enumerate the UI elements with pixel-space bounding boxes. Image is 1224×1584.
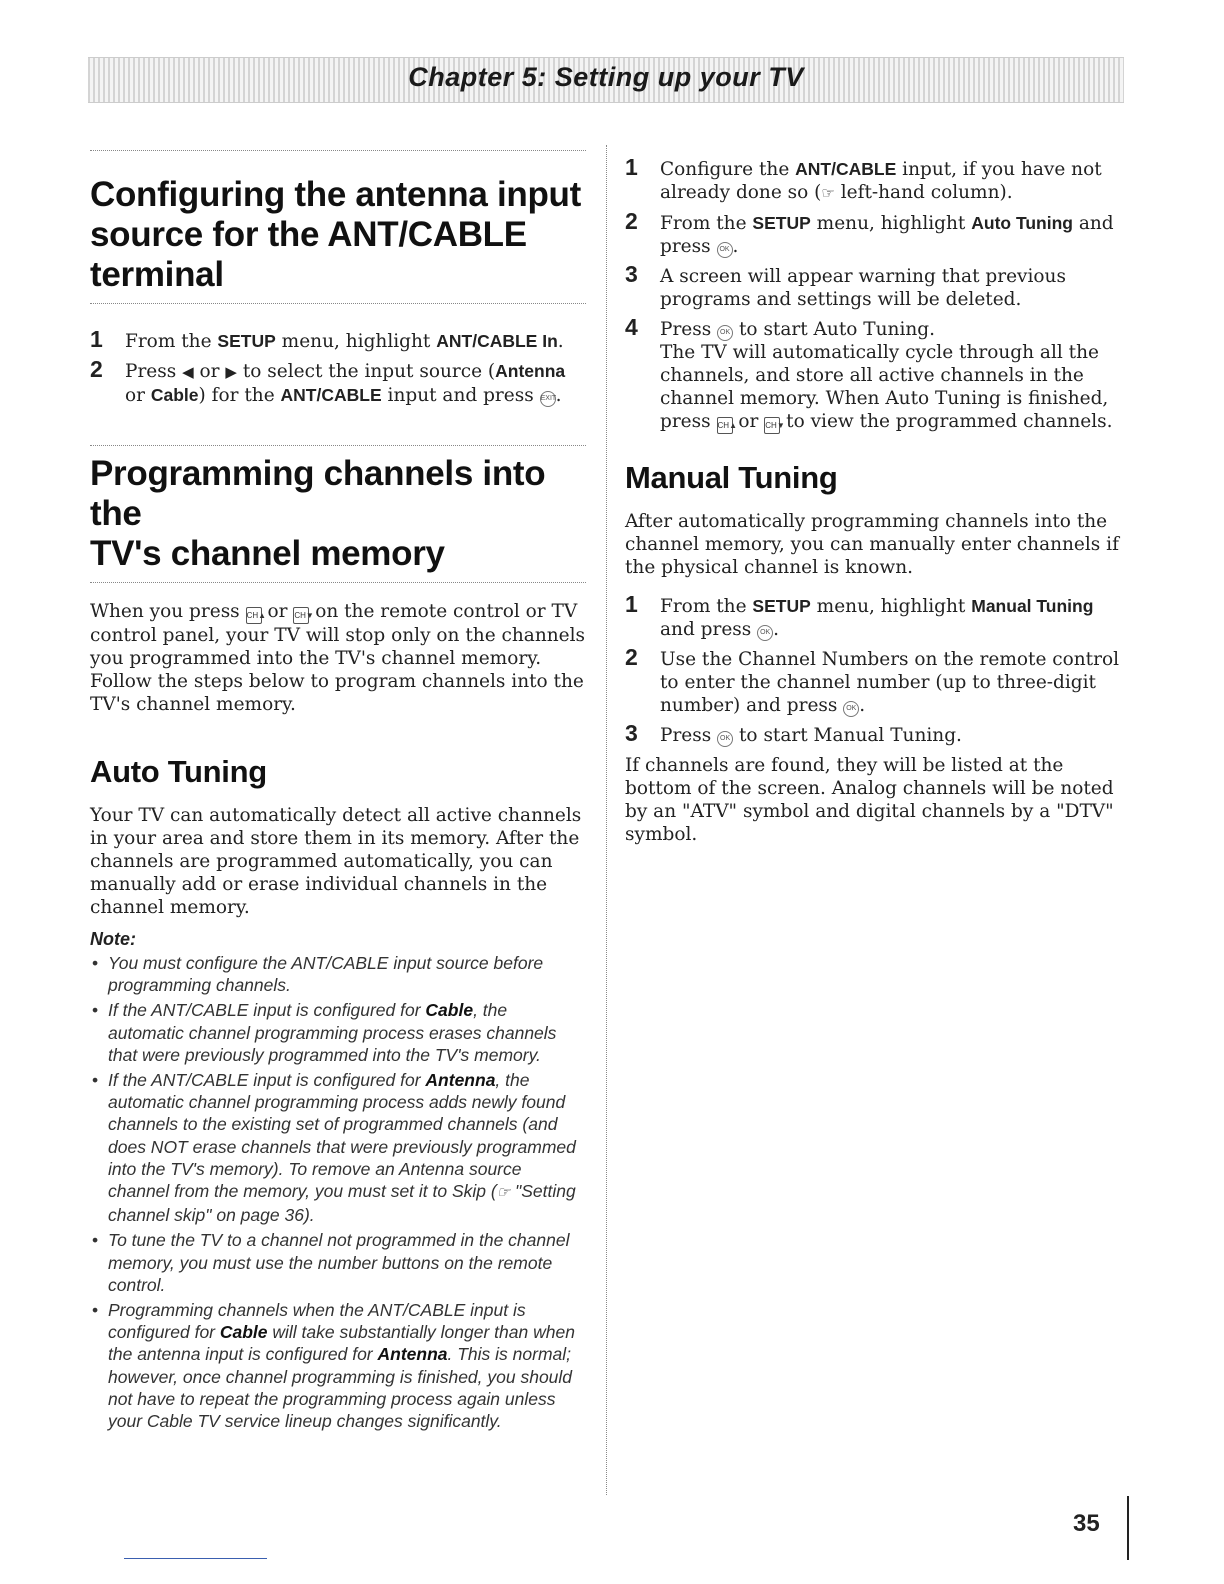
right-arrow-icon: ▶	[225, 363, 237, 381]
step-number: 2	[625, 644, 638, 670]
section-title-auto-tuning: Auto Tuning	[90, 754, 267, 789]
step-number: 1	[625, 154, 638, 180]
right-column	[625, 154, 1120, 846]
channel-up-icon: CH▲	[717, 417, 733, 434]
title-line: TV's channel memory	[90, 534, 445, 573]
section-programming	[90, 445, 586, 583]
programming-paragraph: When you press CH▲ or CH▼ on the remote control or TV control panel, your TV will stop only on the channels you programmed into the TV's channel memory. Follow the steps below to program channels into the TV's channel memory.	[90, 601, 586, 715]
title-line: Programming channels into the	[90, 454, 546, 533]
footer-rule	[124, 1558, 267, 1559]
note-item: • If the ANT/CABLE input is configured for Antenna, the automatic channel programming process adds newly found channels to the existing set of programmed channels (and does NOT erase channels that were previously programmed into the TV's memory). To remove an Antenna source channel from the memory, you must set it to Skip (☞ "Setting channel skip" on page 36).	[92, 1070, 576, 1226]
note-item: • To tune the TV to a channel not programmed in the channel memory, you must use the number buttons on the remote control.	[92, 1230, 570, 1295]
step-number: 3	[625, 720, 638, 746]
manual-result-paragraph: If channels are found, they will be listed at the bottom of the screen. Analog channels will be noted by an "ATV" symbol and digital channels by a "DTV" symbol.	[625, 755, 1114, 845]
ok-button-icon: OK	[717, 325, 733, 341]
page-number: 35	[1073, 1510, 1100, 1537]
ok-button-icon: OK	[717, 242, 733, 258]
config-step-2: 2 Press ◀ or ▶ to select the input source (Antenna or Cable) for the ANT/CABLE input and press EXIT.	[90, 356, 566, 406]
column-divider	[606, 145, 607, 1495]
auto-tuning-paragraph: Your TV can automatically detect all active channels in your area and store them in its memory. After the channels are programmed automatically, you can manually add or erase individual channels in the channel memory.	[90, 805, 582, 918]
section-title-programming	[90, 454, 586, 574]
bullet-icon: •	[92, 953, 99, 973]
bullet-icon: •	[92, 1300, 99, 1321]
section-title-configuring	[90, 175, 586, 295]
page-number-rule	[1127, 1496, 1129, 1560]
pointing-hand-icon: ☞	[821, 184, 835, 202]
exit-button-icon: EXIT	[540, 391, 556, 407]
title-line: source for the ANT/CABLE terminal	[90, 215, 527, 294]
ok-button-icon: OK	[843, 701, 859, 717]
section-configuring	[90, 150, 586, 304]
auto-step-1: 1 Configure the ANT/CABLE input, if you have not already done so (☞ left-hand column).	[625, 154, 1102, 203]
manual-tuning-paragraph: After automatically programming channels into the channel memory, you can manually enter channels if the physical channel is known.	[625, 511, 1119, 578]
manual-step-3: 3 Press OK to start Manual Tuning.	[625, 720, 962, 746]
left-arrow-icon: ◀	[182, 363, 194, 381]
step-number: 1	[90, 326, 103, 352]
ok-button-icon: OK	[757, 625, 773, 641]
pointing-hand-icon: ☞	[496, 1184, 511, 1202]
bullet-icon: •	[92, 1070, 99, 1091]
step-number: 3	[625, 261, 638, 287]
config-step-1: 1 From the SETUP menu, highlight ANT/CABLE In.	[90, 326, 564, 352]
bullet-icon: •	[92, 1000, 99, 1021]
ok-button-icon: OK	[717, 731, 733, 747]
bullet-icon: •	[92, 1230, 99, 1251]
channel-down-icon: CH▼	[764, 417, 780, 434]
step-number: 1	[625, 591, 638, 617]
auto-step-4: 4 Press OK to start Auto Tuning. The TV will automatically cycle through all the channels, and store all active channels in the channel memory. When Auto Tuning is finished, press CH▲ or CH▼ to view the programmed channels.	[625, 314, 1113, 432]
title-line: Configuring the antenna input	[90, 175, 581, 214]
section-title-manual-tuning: Manual Tuning	[625, 460, 838, 495]
step-number: 2	[90, 356, 103, 382]
step-number: 4	[625, 314, 638, 340]
note-item: • If the ANT/CABLE input is configured for Cable, the automatic channel programming process erases channels that were previously programmed into the TV's memory.	[92, 1000, 557, 1065]
channel-down-icon: CH▼	[293, 607, 309, 624]
chapter-title: Chapter 5: Setting up your TV	[408, 62, 804, 92]
chapter-banner	[88, 57, 1124, 103]
channel-up-icon: CH▲	[246, 607, 262, 624]
note-item: • Programming channels when the ANT/CABLE input is configured for Cable will take substantially longer than when the antenna input is configured for Antenna. This is normal; however, once channel programming is finished, you should not have to repeat the programming process again unless your Cable TV service lineup changes significantly.	[92, 1300, 575, 1432]
step-number: 2	[625, 208, 638, 234]
manual-step-1: 1 From the SETUP menu, highlight Manual Tuning and press OK .	[625, 591, 1094, 640]
note-item: • You must configure the ANT/CABLE input source before programming channels.	[92, 953, 544, 996]
note-label: Note:	[90, 929, 136, 949]
auto-step-3: 3 A screen will appear warning that previous programs and settings will be deleted.	[625, 261, 1066, 310]
manual-step-2: 2 Use the Channel Numbers on the remote control to enter the channel number (up to three-digit number) and press OK .	[625, 644, 1120, 716]
auto-step-2: 2 From the SETUP menu, highlight Auto Tuning and press OK .	[625, 208, 1114, 257]
left-column	[90, 150, 586, 1435]
